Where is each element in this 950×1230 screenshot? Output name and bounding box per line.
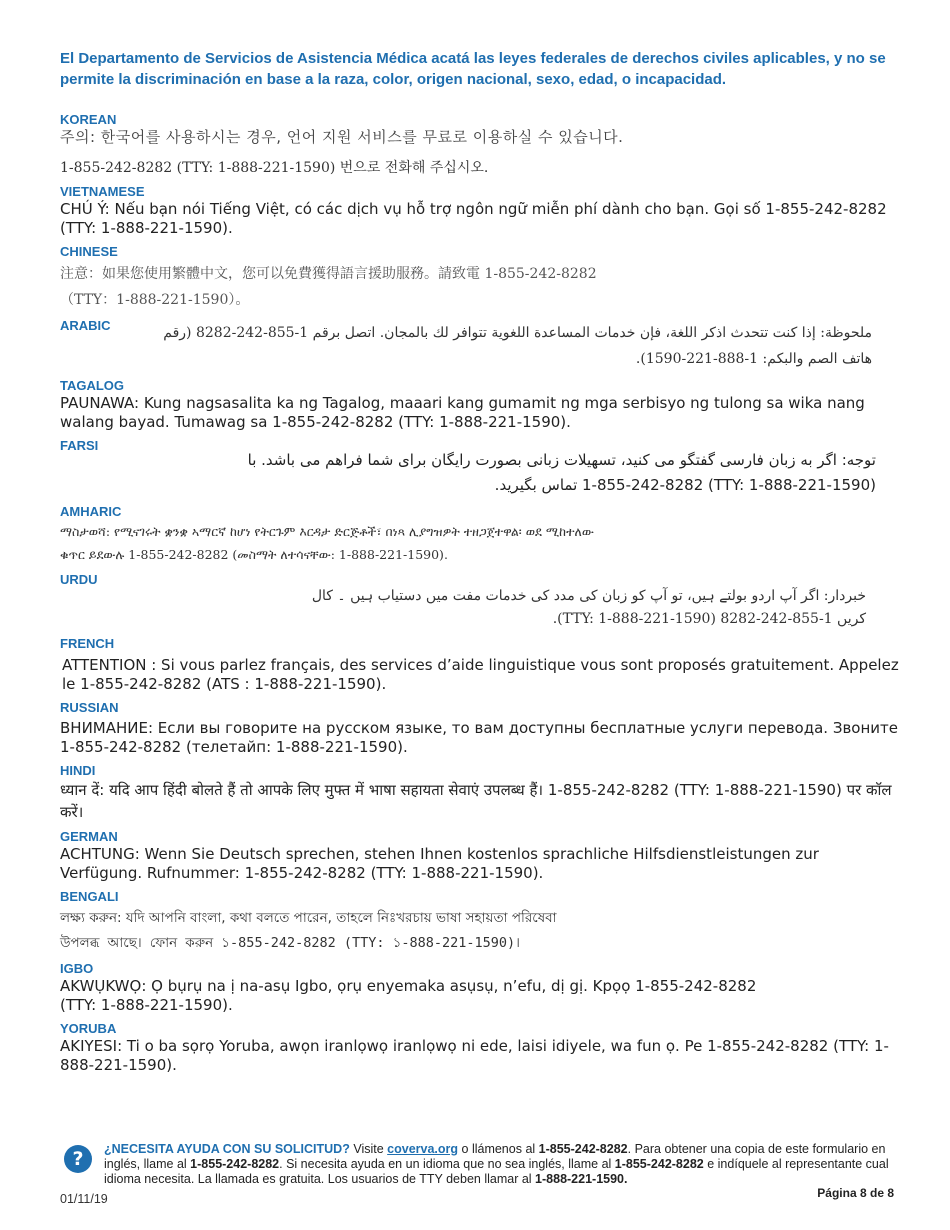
- phone-number: 1-855-242-8282: [614, 1157, 704, 1171]
- lang-text: CHÚ Ý: Nếu bạn nói Tiếng Việt, có các dịch vụ hỗ trợ ngôn ngữ miễn phí dành cho bạn. Gọi số 1-855-242-8282 (TTY: 1-888-221-1590).: [60, 200, 887, 237]
- lang-igbo: [60, 961, 900, 1015]
- lang-text: 주의: 한국어를 사용하시는 경우, 언어 지원 서비스를 무료로 이용하실 수 있습니다.: [60, 128, 624, 146]
- lang-tagalog: [60, 378, 900, 432]
- phone-number: 1-855-242-8282: [190, 1157, 280, 1171]
- lang-name: GERMAN: [60, 829, 118, 844]
- lang-name: CHINESE: [60, 244, 118, 259]
- lang-russian: [60, 700, 900, 757]
- nondiscrimination-heading: El Departamento de Servicios de Asistencia Médica acatá las leyes federales de derechos civiles aplicables, y no se permite la discriminación en base a la raza, color, origen nacional, sexo, edad, o incapacidad.: [60, 50, 886, 88]
- lang-text: ATTENTION : Si vous parlez français, des services d’aide linguistique vous sont proposés gratuitement. Appelez le 1-855-242-8282 (ATS : 1-888-221-1590).: [62, 656, 899, 693]
- lang-text: AKIYESI: Ti o ba sọrọ Yoruba, awọn iranlọwọ iranlọwọ ni ede, laisi idiyele, wa fun ọ. Pe 1-855-242-8282 (TTY: 1-888-221-1590).: [60, 1037, 889, 1074]
- lang-text: توجه: اگر به زبان فارسی گفتگو می کنید، تسهیلات زبانی بصورت رایگان برای شما فراهم می باشد. با: [247, 451, 876, 469]
- lang-text: (TTY: 1-888-221-1590) 1-855-242-8282 تماس بگیرید.: [494, 476, 876, 494]
- lang-urdu: [60, 572, 900, 630]
- lang-text: ማስታወሻ: የሚናገሩት ቋንቋ ኣማርኛ ከሆነ የትርጉም እርዳታ ድርጅቶች፣ በነጻ ሊያግዝዎት ተዘጋጀተዋል፡ ወደ ሚከተለው: [60, 524, 594, 539]
- help-footer: [60, 1142, 900, 1187]
- lang-yoruba: [60, 1021, 900, 1075]
- lang-amharic: [60, 504, 900, 566]
- lang-name: KOREAN: [60, 112, 117, 127]
- copy-text: . Para obtener una copia de este formulario en inglés, llame al: [104, 1142, 886, 1171]
- question-icon: ?: [64, 1145, 92, 1173]
- tty-number: 1-888-221-1590.: [535, 1172, 628, 1186]
- lang-text: （TTY：1-888-221-1590）。: [60, 292, 250, 308]
- other-language-text: . Si necesita ayuda en un idioma que no sea inglés, llame al: [279, 1157, 612, 1171]
- lang-text: ध्यान दें: यदि आप हिंदी बोलते हैं तो आपके लिए मुफ्त में भाषा सहायता सेवाएं उपलब्ध हैं। 1-855-242-8282 (TTY: 1-888-221-1590) पर कॉल करें।: [60, 781, 892, 821]
- representative-text: e indíquele al representante cual idioma necesita. La llamada es gratuita. Los usuarios de TTY deben llamar al: [104, 1157, 889, 1186]
- lang-text: خبردار: اگر آپ اردو بولتے ہیں، تو آپ کو زبان کی مدد کی خدمات مفت میں دستیاب ہیں ۔ کال: [311, 588, 866, 604]
- lang-name: VIETNAMESE: [60, 184, 145, 199]
- llamenos-text: o llámenos al: [461, 1142, 536, 1156]
- help-footer-text: [104, 1142, 900, 1187]
- form-date: 01/11/19: [60, 1192, 108, 1206]
- lang-text: 注意：如果您使用繁體中文，您可以免費獲得語言援助服務。請致電 1-855-242-8282: [60, 266, 597, 282]
- lang-german: [60, 829, 900, 883]
- lang-text: ВНИМАНИЕ: Если вы говорите на русском языке, то вам доступны бесплатные услуги перевода. Звоните 1-855-242-8282 (телетайп: 1-888-221-1590).: [60, 719, 898, 756]
- help-question-label: ¿NECESITA AYUDA CON SU SOLICITUD?: [104, 1142, 350, 1156]
- lang-name: HINDI: [60, 763, 96, 778]
- lang-text: ቁጥር ይደውሉ 1-855-242-8282 (መስማት ለተሳናቸው: 1-888-221-1590).: [60, 547, 448, 562]
- lang-hindi: [60, 763, 900, 823]
- coverva-link[interactable]: coverva.org: [387, 1142, 459, 1156]
- lang-text: PAUNAWA: Kung nagsasalita ka ng Tagalog, maaari kang gumamit ng mga serbisyo ng tulong sa wika nang walang bayad. Tumawag sa 1-855-242-8282 (TTY: 1-888-221-1590).: [60, 394, 865, 431]
- lang-text: ACHTUNG: Wenn Sie Deutsch sprechen, stehen Ihnen kostenlos sprachliche Hilfsdienstleistungen zur Verfügung. Rufnummer: 1-855-242-8282 (TTY: 1-888-221-1590).: [60, 845, 819, 882]
- lang-name: RUSSIAN: [60, 700, 119, 715]
- lang-name: YORUBA: [60, 1021, 117, 1036]
- page-content: [60, 48, 900, 1081]
- phone-number: 1-855-242-8282: [538, 1142, 628, 1156]
- lang-farsi: [60, 438, 900, 498]
- lang-text: উপলব্ধ আছে। ফোন করুন ১-855-242-8282 (TTY: ১-888-221-1590)।: [60, 935, 520, 951]
- lang-text: ملحوظة: إذا كنت تتحدث اذكر اللغة، فإن خدمات المساعدة اللغوية تتوافر لك بالمجان. اتصل برقم 1-855-242-8282 (رقم: [163, 325, 872, 341]
- lang-chinese: [60, 244, 900, 312]
- lang-french: [60, 636, 900, 694]
- lang-vietnamese: [60, 184, 900, 238]
- lang-name: BENGALI: [60, 889, 119, 904]
- lang-name: ARABIC: [60, 318, 111, 333]
- lang-text: AKWỤKWỌ: Ọ bụrụ na ị na-asụ Igbo, ọrụ enyemaka asụsụ, n’efu, dị gị. Kpọọ 1-855-242-8282 (TTY: 1-888-221-1590).: [60, 977, 757, 1014]
- page-number: Página 8 de 8: [817, 1186, 894, 1200]
- lang-name: AMHARIC: [60, 504, 122, 519]
- lang-name: FRENCH: [60, 636, 115, 651]
- lang-name: TAGALOG: [60, 378, 125, 393]
- lang-text: লক্ষ্য করুন: যদি আপনি বাংলা, কথা বলতে পারেন, তাহলে নিঃখরচায় ভাষা সহায়তা পরিষেবা: [60, 910, 557, 926]
- lang-bengali: [60, 889, 900, 955]
- lang-name: URDU: [60, 572, 98, 587]
- lang-korean: [60, 112, 900, 178]
- lang-text: کریں 1-855-242-8282 (TTY: 1-888-221-1590).: [552, 611, 866, 627]
- lang-arabic: [60, 318, 900, 372]
- visite-text: Visite: [353, 1142, 384, 1156]
- lang-text: 1-855-242-8282 (TTY: 1-888-221-1590) 번으로 전화해 주십시오.: [60, 160, 489, 176]
- lang-name: IGBO: [60, 961, 94, 976]
- lang-text: هاتف الصم والبكم: 1-888-221-1590).: [635, 351, 872, 367]
- lang-name: FARSI: [60, 438, 99, 453]
